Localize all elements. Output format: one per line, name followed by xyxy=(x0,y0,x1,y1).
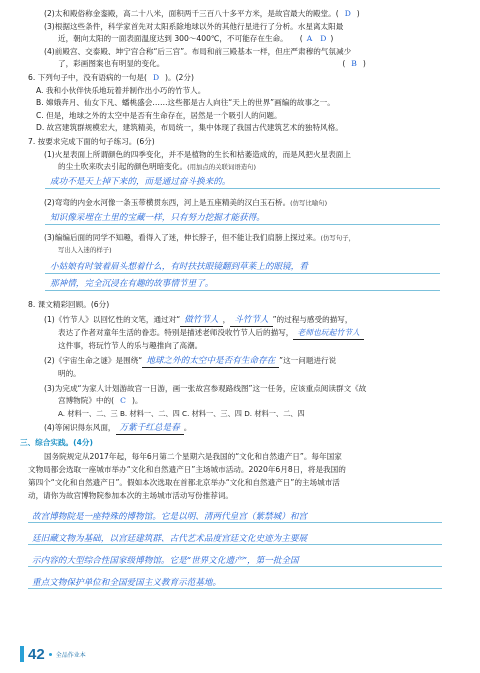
q7-1-hint: (用加点的关联词语造句) xyxy=(187,163,256,171)
q8-3-answer: C xyxy=(120,396,126,405)
q5-2-line: (2)太和殿俗称金銮殿，高二十八米，面积两千三百八十多平方米，是故宫最大的殿堂。( D ) xyxy=(44,9,360,18)
q7-stem: 7. 按要求完成下面的句子练习。(6分) xyxy=(28,137,155,146)
q5-2-answer: D xyxy=(344,9,351,18)
q8-1-blank-1: 做竹节人 xyxy=(180,314,222,327)
footer-dot xyxy=(49,653,52,656)
q8-1-line-a: (1)《竹节人》以回忆性的文笔，通过对“ 做竹节人 ， 斗竹节人 ”的过程与感受的描写， xyxy=(44,315,353,325)
q7-2-handwritten-answer: 知识像采埋在土里的宝藏一样，只有努力挖掘才能获得。 xyxy=(50,213,265,223)
sec3-para-line-3: 第四个“文化和自然遗产日”。假如本次选取在首都北京举办“文化和自然遗产日”的主场城市活 xyxy=(28,478,340,487)
sec3-handwritten-2: 廷旧藏文物为基础，以宫廷建筑群、古代艺术品度宫廷文化史迹为主要展 xyxy=(32,534,308,544)
q7-2-hint: (仿写比喻句) xyxy=(290,199,328,207)
q7-1-handwritten-answer: 成功不是天上掉下来的，而是通过奋斗换来的。 xyxy=(50,177,231,187)
q5-3-line-a: (3)根据这些条件，科学家首先对太阳系除地球以外的其他行星进行了分析。水星离太阳最 xyxy=(44,22,344,31)
q5-3-answer-a: A xyxy=(306,34,313,43)
q6-stem: 6. 下列句子中，没有语病的一句是( D )。(2分) xyxy=(28,73,194,82)
sec3-para-line-1: 国务院规定从2017年起，每年6月第二个星期六是我国的“文化和自然遗产日”。每年国家 xyxy=(44,452,342,461)
q8-4-blank: 万紫千红总是春 xyxy=(116,422,184,435)
q8-2-line-b: 明的。 xyxy=(58,369,81,378)
sec3-handwritten-1: 故宫博物院是一座特殊的博物馆。它是以明、清两代皇宫（紫禁城）和宫 xyxy=(32,512,308,522)
q5-4-line-a: (4)前殿宫、交泰殿、坤宁宫合称“后三宫”。布局和前三殿基本一样，但庄严肃穆的气氛减少 xyxy=(44,47,352,56)
q8-4-line: (4)等闲识得东风面， 万紫千红总是春 。 xyxy=(44,423,192,433)
page-footer xyxy=(20,644,86,664)
q5-3-line-b: 近，朝向太阳的一面表面温度达到 300～400℃，不可能存在生命。 ( A D ) xyxy=(58,34,334,43)
q8-1-blank-2: 斗竹节人 xyxy=(230,314,272,327)
q7-3-handwritten-answer-1: 小姑娘有时皱着眉头想着什么，有时扶扶眼镜翻到草莱上的眼镜，看 xyxy=(50,262,308,272)
q7-1-line-b: 的尘土吹来吹去引起的颜色明暗变化。(用加点的关联词语造句) xyxy=(58,162,256,171)
q8-3-options: A. 材料一、二、三 B. 材料一、二、四 C. 材料一、三、四 D. 材料一、二、四 xyxy=(58,409,305,418)
q5-4-line-b: 了，彩画图案也有明显的变化。 ( B ) xyxy=(58,59,366,68)
sec3-handwritten-4: 重点文物保护单位和全国爱国主义教育示范基地。 xyxy=(32,578,222,588)
q6-answer: D xyxy=(152,73,160,82)
sec3-para-line-2: 文物局都会选取一座城市举办“文化和自然遗产日”主场城市活动。2020年6月8日，将是我国的 xyxy=(28,465,346,474)
q7-2-line: (2)弯弯的内金水河像一条玉带横贯东西，河上是五座精美的汉白玉石桥。(仿写比喻句) xyxy=(44,198,328,207)
q6-option-d: D. 故宫建筑群规模宏大，建筑精美，布局统一，集中体现了我国古代建筑艺术的独特风格。 xyxy=(36,123,343,132)
q8-3-line-b: 宫博物院》中的( C )。 xyxy=(58,396,143,405)
q8-2-line-a: (2)《宇宙生命之谜》是围绕“ 地球之外的太空中是否有生命存在 ”这一问题进行说 xyxy=(44,356,337,366)
q8-3-line-a: (3)为完成“为家人计划游故宫一日游，画一张故宫参观路线图”这一任务，应该重点阅读群文《故 xyxy=(44,384,367,393)
sec3-para-line-4: 动，请你为故宫博物院参加本次的主场城市活动写份推荐词。 xyxy=(28,491,234,500)
q5-4-answer: B xyxy=(351,59,357,68)
q8-stem: 8. 课文精彩回顾。(6分) xyxy=(28,300,110,309)
q6-option-b: B. 嫦娥奔月、仙女下凡、蟠桃盛会……这些都是古人向往“天上的世界”画编的故事之一。 xyxy=(36,98,335,107)
q7-3-line-a: (3)编编后面的同学不知趣，看得入了迷，伸长脖子，但不能让我们肩膀上探过来。(仿写句子， xyxy=(44,233,355,242)
footer-tab-bar xyxy=(20,646,24,662)
sec3-handwritten-3: 示内容的大型综合性国家级博物馆。它是“世界文化遗产”，第一批全国 xyxy=(32,556,299,566)
q8-1-line-b: 表达了作者对童年生活的眷恋。特别是描述老师没收竹节人后的描写， 老师也玩起竹节人 xyxy=(58,327,364,340)
footer-label: 全品作业本 xyxy=(55,651,86,659)
section-3-heading: 三、综合实践。(4分) xyxy=(20,438,93,447)
q7-3-handwritten-answer-2: 那神情，完全沉浸在有趣的故事情节里了。 xyxy=(50,279,214,289)
q8-2-blank: 地球之外的太空中是否有生命存在 xyxy=(142,355,279,368)
q7-3-line-b: 写出人入迷的样子) xyxy=(58,246,112,254)
q6-option-c: C. 但是，地球之外的太空中是否有生命存在，居然是一个吸引人的问题。 xyxy=(36,111,282,120)
q5-3-answer-b: D xyxy=(320,34,327,43)
q6-option-a: A. 我和小伙伴快乐地玩着并制作出小巧的竹节人。 xyxy=(36,86,206,95)
q8-1-blank-3: 老师也玩起竹节人 xyxy=(293,327,363,340)
q7-3-hint: (仿写句子， xyxy=(320,234,355,242)
q7-1-line-a: (1)火星表面上所谓颜色的四季变化，并不是植物的生长和枯萎造成的，而是风把火星表面上 xyxy=(44,150,351,159)
page-number: 42 xyxy=(28,645,45,663)
q8-1-line-c: 这件事，将玩竹节人的乐与趣推向了高潮。 xyxy=(58,341,203,350)
